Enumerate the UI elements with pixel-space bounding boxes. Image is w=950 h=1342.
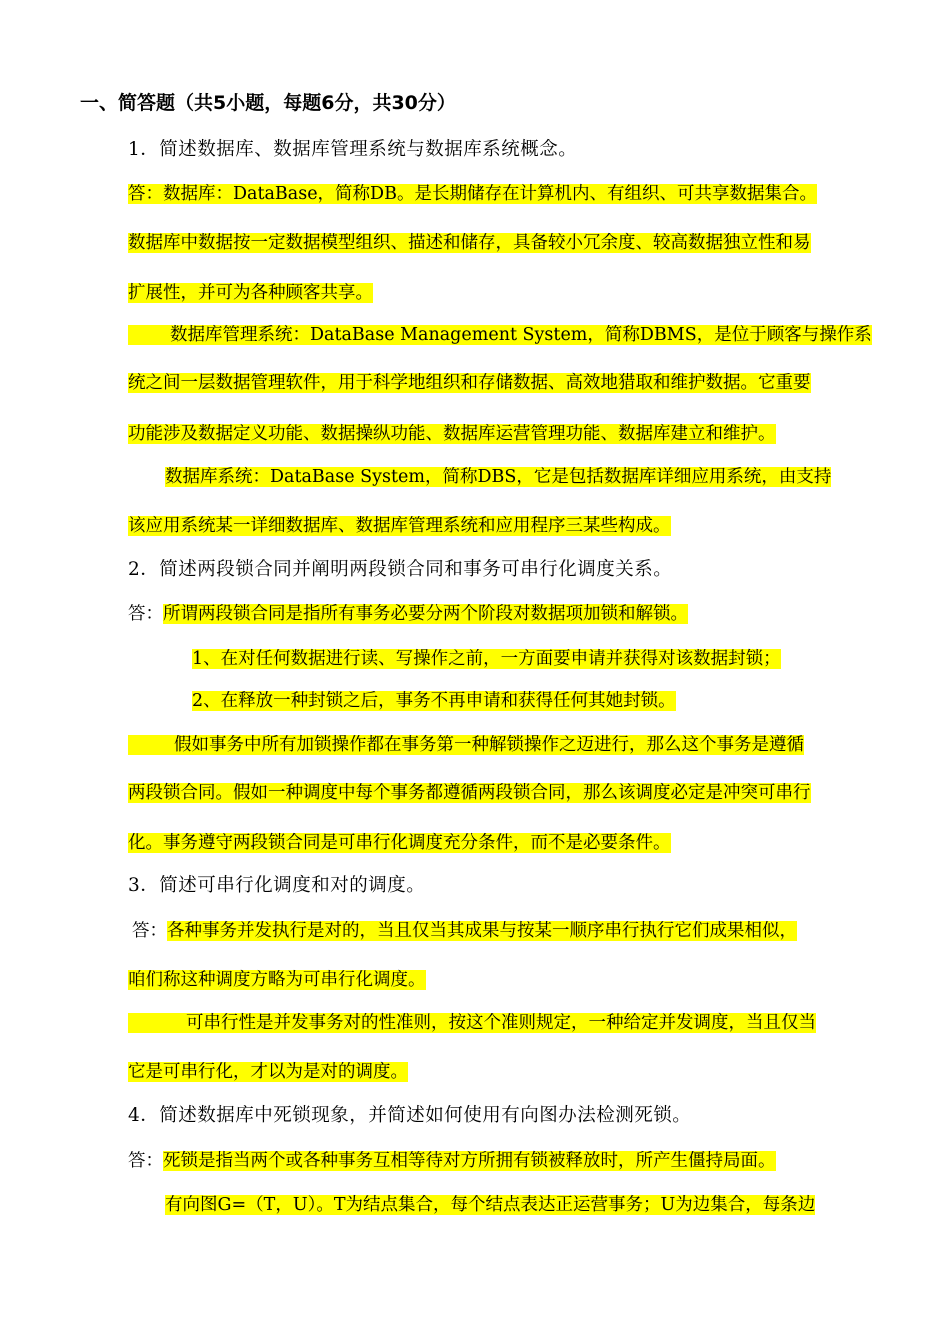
answer-label: 答： (132, 921, 167, 941)
highlighted-text: 统之间一层数据管理软件，用于科学地组织和存储数据、高效地猎取和维护数据。它重要 (128, 373, 811, 393)
highlighted-text: 数据库中数据按一定数据模型组织、描述和储存，具备较小冗余度、较高数据独立性和易 (128, 233, 811, 253)
answer-3-line-3 (128, 1010, 816, 1036)
highlighted-text: 两段锁合同。假如一种调度中每个事务都遵循两段锁合同，那么该调度必定是冲突可串行 (128, 783, 811, 803)
answer-2-line-2 (192, 646, 781, 672)
highlighted-text: 可串行性是并发事务对的性准则，按这个准则规定，一种给定并发调度，当且仅当 (128, 1013, 816, 1033)
highlighted-text: 数据库管理系统：DataBase Management System，简称DBMS，是位于顾客与操作系 (128, 325, 872, 345)
answer-1-line-4 (128, 322, 872, 348)
question-1-prompt: 1．简述数据库、数据库管理系统与数据库系统概念。 (128, 139, 578, 160)
highlighted-text: 1、在对任何数据进行读、写操作之前，一方面要申请并获得对该数据封锁； (192, 649, 781, 669)
highlighted-text: 功能涉及数据定义功能、数据操纵功能、数据库运营管理功能、数据库建立和维护。 (128, 424, 776, 444)
answer-2-line-6 (128, 830, 671, 856)
answer-3-line-2 (128, 967, 426, 993)
answer-1-line-3 (128, 280, 373, 306)
highlighted-text: 2、在释放一种封锁之后，事务不再申请和获得任何其她封锁。 (192, 691, 676, 711)
highlighted-text: 它是可串行化，才以为是对的调度。 (128, 1062, 408, 1082)
answer-1-line-7 (165, 464, 831, 490)
highlighted-text: 答：数据库：DataBase，简称DB。是长期储存在计算机内、有组织、可共享数据集合。 (128, 184, 817, 204)
highlighted-text: 所谓两段锁合同是指所有事务必要分两个阶段对数据项加锁和解锁。 (163, 604, 688, 624)
question-3-prompt: 3．简述可串行化调度和对的调度。 (128, 875, 426, 896)
highlighted-text: 咱们称这种调度方略为可串行化调度。 (128, 970, 426, 990)
answer-1-line-1 (128, 181, 817, 207)
answer-label: 答： (128, 604, 163, 624)
answer-1-line-6 (128, 421, 776, 447)
answer-1-line-5 (128, 370, 811, 396)
answer-2-line-5 (128, 780, 811, 806)
answer-2-line-3 (192, 688, 676, 714)
answer-4-line-1 (128, 1148, 776, 1174)
highlighted-text: 数据库系统：DataBase System，简称DBS，它是包括数据库详细应用系统，由支持 (165, 467, 832, 487)
highlighted-text: 死锁是指当两个或各种事务互相等待对方所拥有锁被释放时，所产生僵持局面。 (163, 1151, 776, 1171)
question-2-prompt: 2．简述两段锁合同并阐明两段锁合同和事务可串行化调度关系。 (128, 559, 673, 580)
highlighted-text: 化。事务遵守两段锁合同是可串行化调度充分条件，而不是必要条件。 (128, 833, 671, 853)
answer-3-line-1 (132, 918, 797, 944)
question-4-prompt: 4．简述数据库中死锁现象，并简述如何使用有向图办法检测死锁。 (128, 1105, 692, 1126)
highlighted-text: 假如事务中所有加锁操作都在事务第一种解锁操作之迈进行，那么这个事务是遵循 (128, 735, 804, 755)
answer-1-line-8 (128, 513, 671, 539)
answer-2-line-1 (128, 601, 688, 627)
section-heading: 一、简答题（共5小题，每题6分，共30分） (80, 92, 456, 114)
highlighted-text: 有向图G=（T，U）。T为结点集合，每个结点表达正运营事务；U为边集合，每条边 (165, 1195, 816, 1215)
answer-3-line-4 (128, 1059, 408, 1085)
highlighted-text: 该应用系统某一详细数据库、数据库管理系统和应用程序三某些构成。 (128, 516, 671, 536)
highlighted-text: 扩展性，并可为各种顾客共享。 (128, 283, 373, 303)
answer-2-line-4 (128, 732, 804, 758)
answer-4-line-2 (165, 1192, 815, 1218)
answer-label: 答： (128, 1151, 163, 1171)
highlighted-text: 各种事务并发执行是对的，当且仅当其成果与按某一顺序串行执行它们成果相似， (167, 921, 797, 941)
answer-1-line-2 (128, 230, 811, 256)
